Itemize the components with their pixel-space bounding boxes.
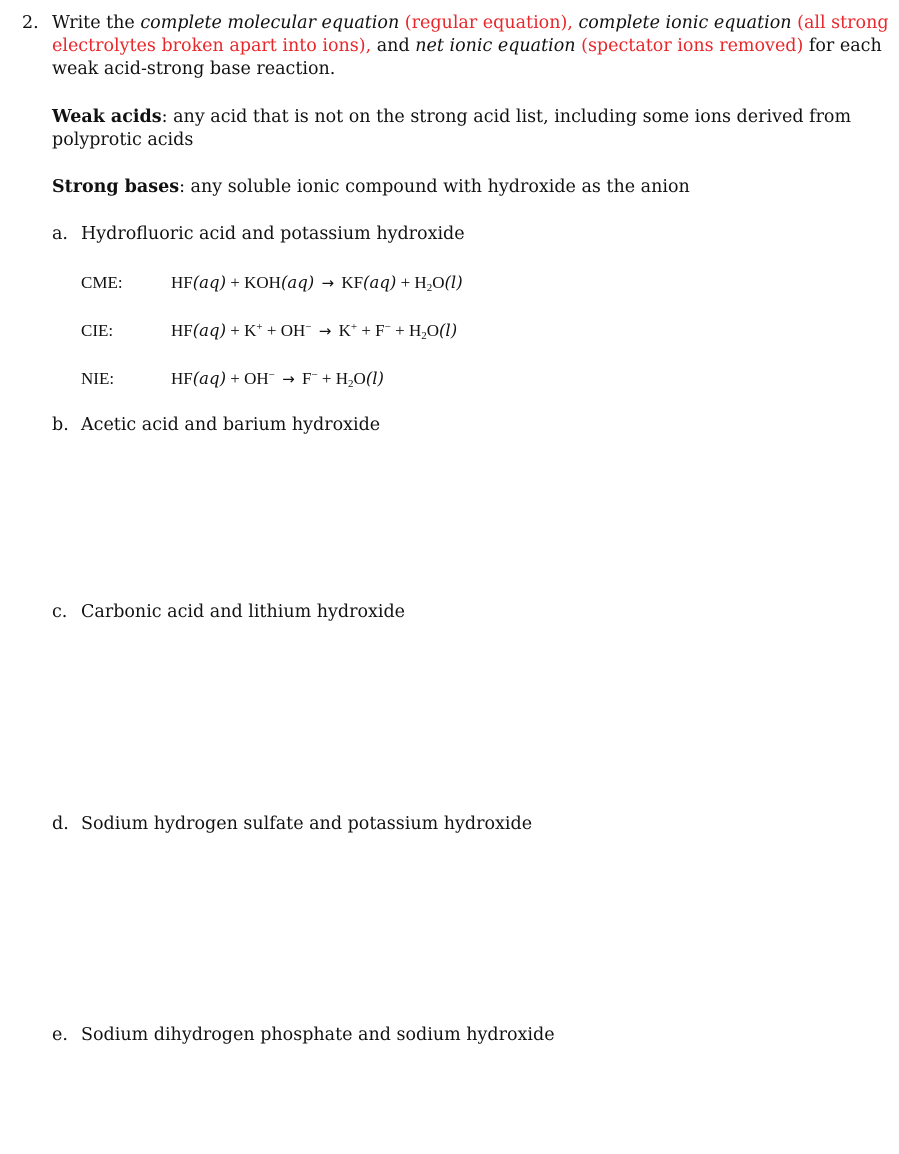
cme-equation: $HF(aq) + KOH(aq) \to KF(aq) + H_2O(l)$ bbox=[171, 273, 463, 294]
part-c-letter: c. bbox=[52, 602, 68, 622]
question-number: 2. bbox=[22, 13, 39, 33]
part-d-label: Sodium hydrogen sulfate and potassium hydroxide bbox=[81, 814, 533, 834]
reaction-arrow-icon: → bbox=[321, 274, 335, 292]
cie-tag: CIE: bbox=[81, 321, 114, 340]
cme-term: complete molecular equation bbox=[140, 13, 400, 33]
cme-description: (regular equation), bbox=[404, 13, 573, 33]
cie-description-start: (all strong bbox=[797, 13, 889, 33]
prompt-line-2 bbox=[52, 35, 882, 58]
cie-term: complete ionic equation bbox=[578, 13, 792, 33]
strong-bases-text: : any soluble ionic compound with hydroxide as the anion bbox=[179, 177, 690, 197]
weak-acids-label: Weak acids bbox=[52, 107, 162, 127]
prompt-intro: Write the bbox=[52, 13, 135, 33]
weak-acids-text: : any acid that is not on the strong acid list, including some ions derived from bbox=[161, 107, 852, 127]
part-c-label: Carbonic acid and lithium hydroxide bbox=[81, 602, 406, 622]
prompt-line-3: weak acid-strong base reaction. bbox=[52, 59, 336, 79]
part-a-label: Hydrofluoric acid and potassium hydroxide bbox=[81, 224, 465, 244]
part-b-letter: b. bbox=[52, 415, 69, 435]
prompt-line-1 bbox=[52, 12, 889, 35]
nie-equation: $HF(aq) + OH^- \to F^- + H_2O(l)$ bbox=[171, 369, 384, 390]
nie-tag: NIE: bbox=[81, 369, 115, 388]
nie-description: (spectator ions removed) bbox=[581, 36, 804, 56]
strong-bases-definition bbox=[52, 176, 690, 199]
weak-acids-text-continued: polyprotic acids bbox=[52, 130, 194, 150]
strong-bases-label: Strong bases bbox=[52, 177, 180, 197]
part-e-letter: e. bbox=[52, 1025, 68, 1045]
part-a-letter: a. bbox=[52, 224, 68, 244]
question-prompt bbox=[52, 12, 889, 81]
cie-equation: $HF(aq) + K^+ + OH^- \to K^+ + F^- + H_2O(l)$ bbox=[171, 321, 458, 342]
prompt-and: and bbox=[376, 36, 410, 56]
weak-acids-definition bbox=[52, 106, 852, 152]
prompt-for-each: for each bbox=[808, 36, 882, 56]
reaction-arrow-icon: → bbox=[282, 370, 295, 388]
cme-tag: CME: bbox=[81, 273, 123, 292]
part-b-label: Acetic acid and barium hydroxide bbox=[81, 415, 381, 435]
reaction-arrow-icon: → bbox=[318, 322, 332, 340]
part-e-label: Sodium dihydrogen phosphate and sodium hydroxide bbox=[81, 1025, 555, 1045]
nie-term: net ionic equation bbox=[415, 36, 576, 56]
part-d-letter: d. bbox=[52, 814, 69, 834]
cie-description-end: electrolytes broken apart into ions), bbox=[52, 36, 372, 56]
